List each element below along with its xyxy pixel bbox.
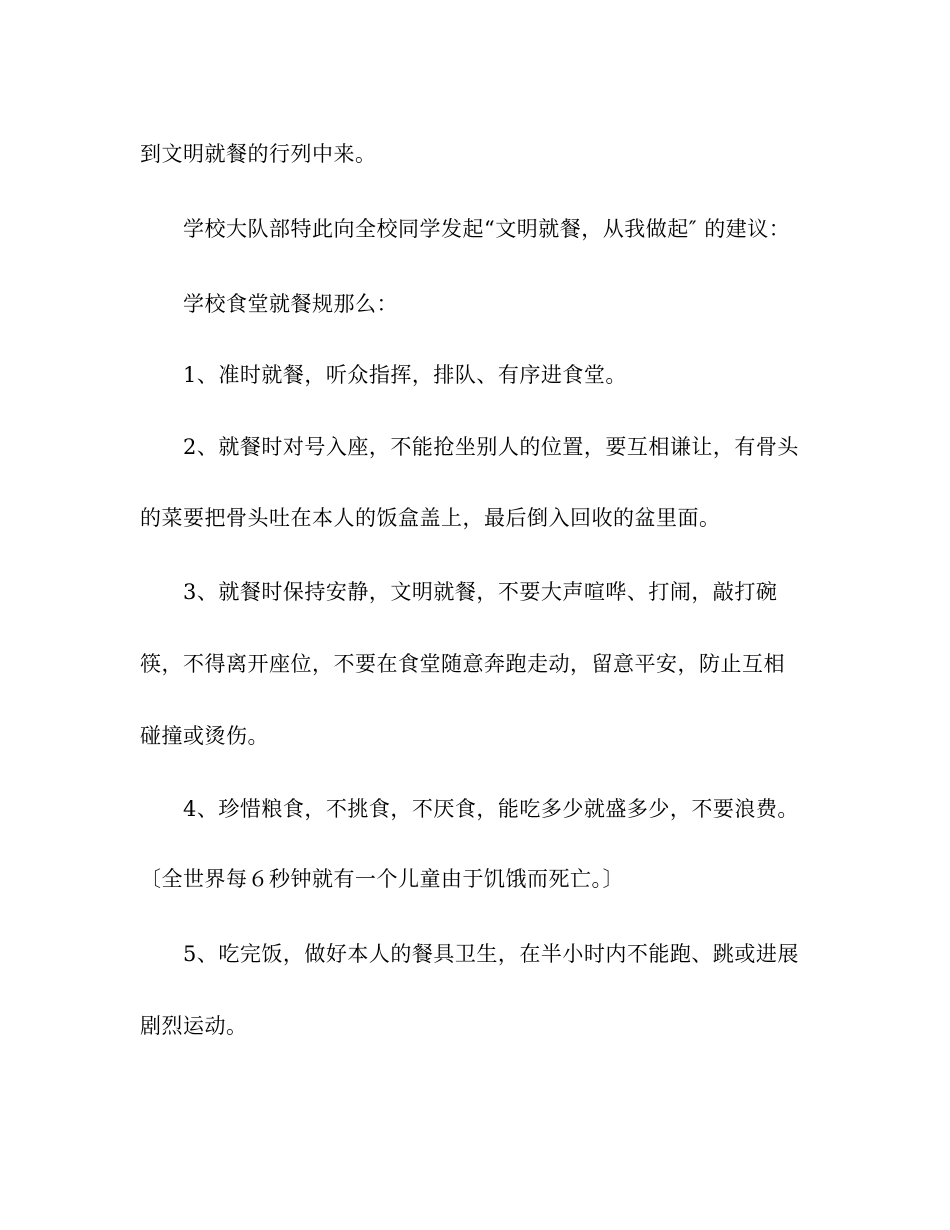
rule-4-note: 〔全世界每６秒钟就有一个儿童由于饥饿而死亡。〕 <box>140 867 624 891</box>
paragraph-line-1: 到文明就餐的行列中来。 <box>140 142 377 166</box>
rule-5-line-2: 剧烈运动。 <box>140 1014 248 1038</box>
rule-3-line-2: 筷，不得离开座位，不要在食堂随意奔跑走动，留意平安，防止互相 <box>140 652 785 676</box>
rule-4-line-1: 4、珍惜粮食，不挑食，不厌食，能吃多少就盛多少，不要浪费。 <box>183 797 799 821</box>
rule-1-line: 1、准时就餐，听众指挥，排队、有序进食堂。 <box>183 363 627 387</box>
rule-2-line-1: 2、就餐时对号入座，不能抢坐别人的位置，要互相谦让，有骨头 <box>183 435 799 459</box>
rule-2-line-2: 的菜要把骨头吐在本人的饭盒盖上，最后倒入回收的盆里面。 <box>140 506 721 530</box>
rule-5-line-1: 5、吃完饭，做好本人的餐具卫生，在半小时内不能跑、跳或进展 <box>183 942 799 966</box>
rule-3-line-3: 碰撞或烫伤。 <box>140 724 269 748</box>
rule-3-line-1: 3、就餐时保持安静，文明就餐，不要大声喧哗、打闹，敲打碗 <box>183 580 778 604</box>
paragraph-line-3: 学校食堂就餐规那么： <box>183 292 398 316</box>
paragraph-line-2: 学校大队部特此向全校同学发起“文明就餐，从我做起″ 的建议： <box>183 217 791 241</box>
